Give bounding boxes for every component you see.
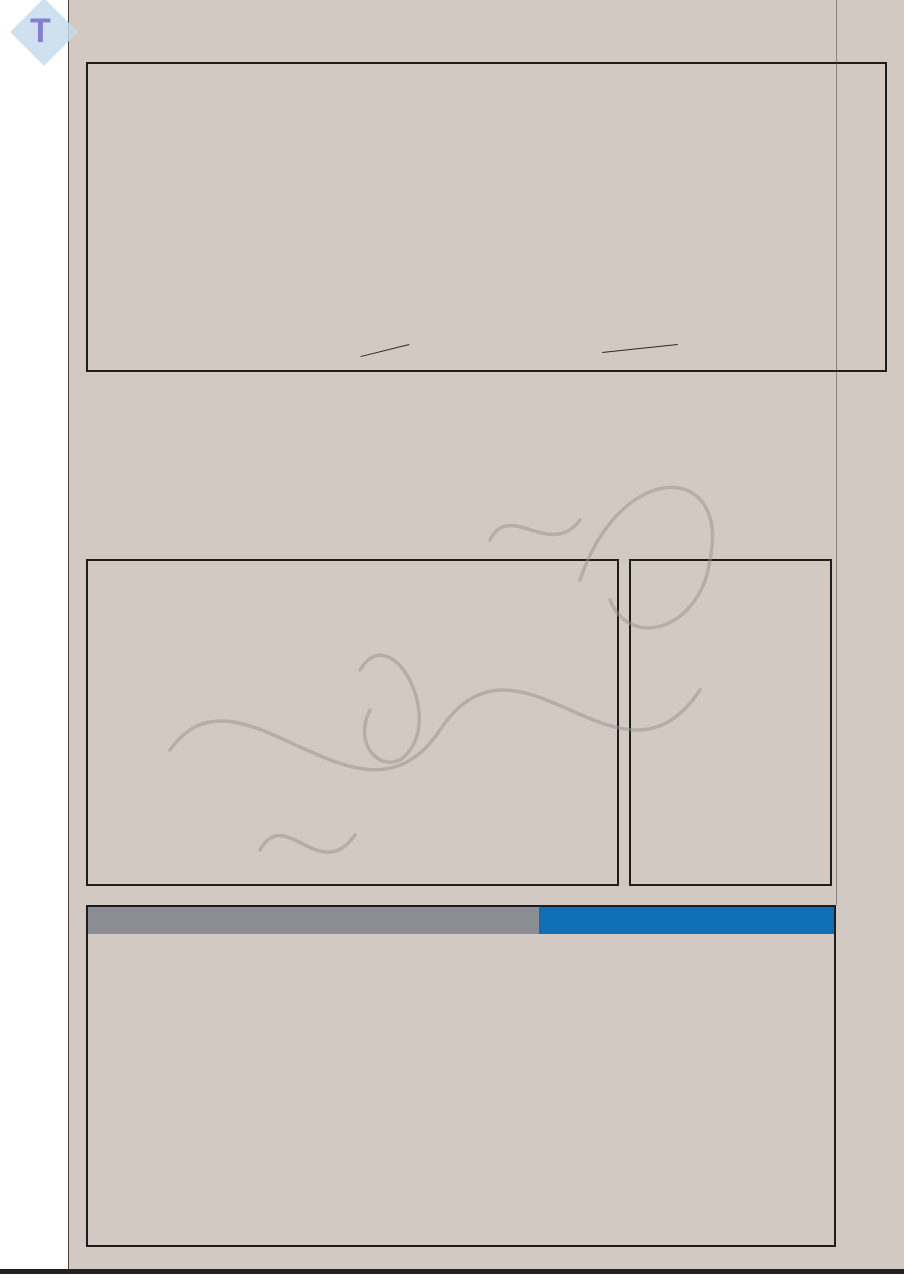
note-leader-line (361, 344, 410, 357)
bolster-panel (86, 62, 887, 372)
scan-line-left (68, 0, 69, 1271)
page-bottom-rule (0, 1269, 904, 1274)
logo-t-icon: T (30, 12, 51, 50)
functions-panel (86, 905, 836, 1247)
optional-functions-header (539, 907, 834, 934)
thataco-logo (2, 4, 98, 90)
scan-line-right (836, 0, 837, 905)
figure-2-label (540, 100, 602, 102)
figure-3-label (134, 238, 196, 240)
slide-plate-panel (86, 559, 619, 886)
note-leader-line (602, 344, 678, 353)
tslot-detail-panel (629, 559, 832, 886)
functions-header (88, 907, 834, 934)
bolster-title (102, 72, 106, 90)
standard-functions-header (88, 907, 539, 934)
figure-4-label (540, 238, 602, 240)
figure-1-label (134, 100, 196, 102)
